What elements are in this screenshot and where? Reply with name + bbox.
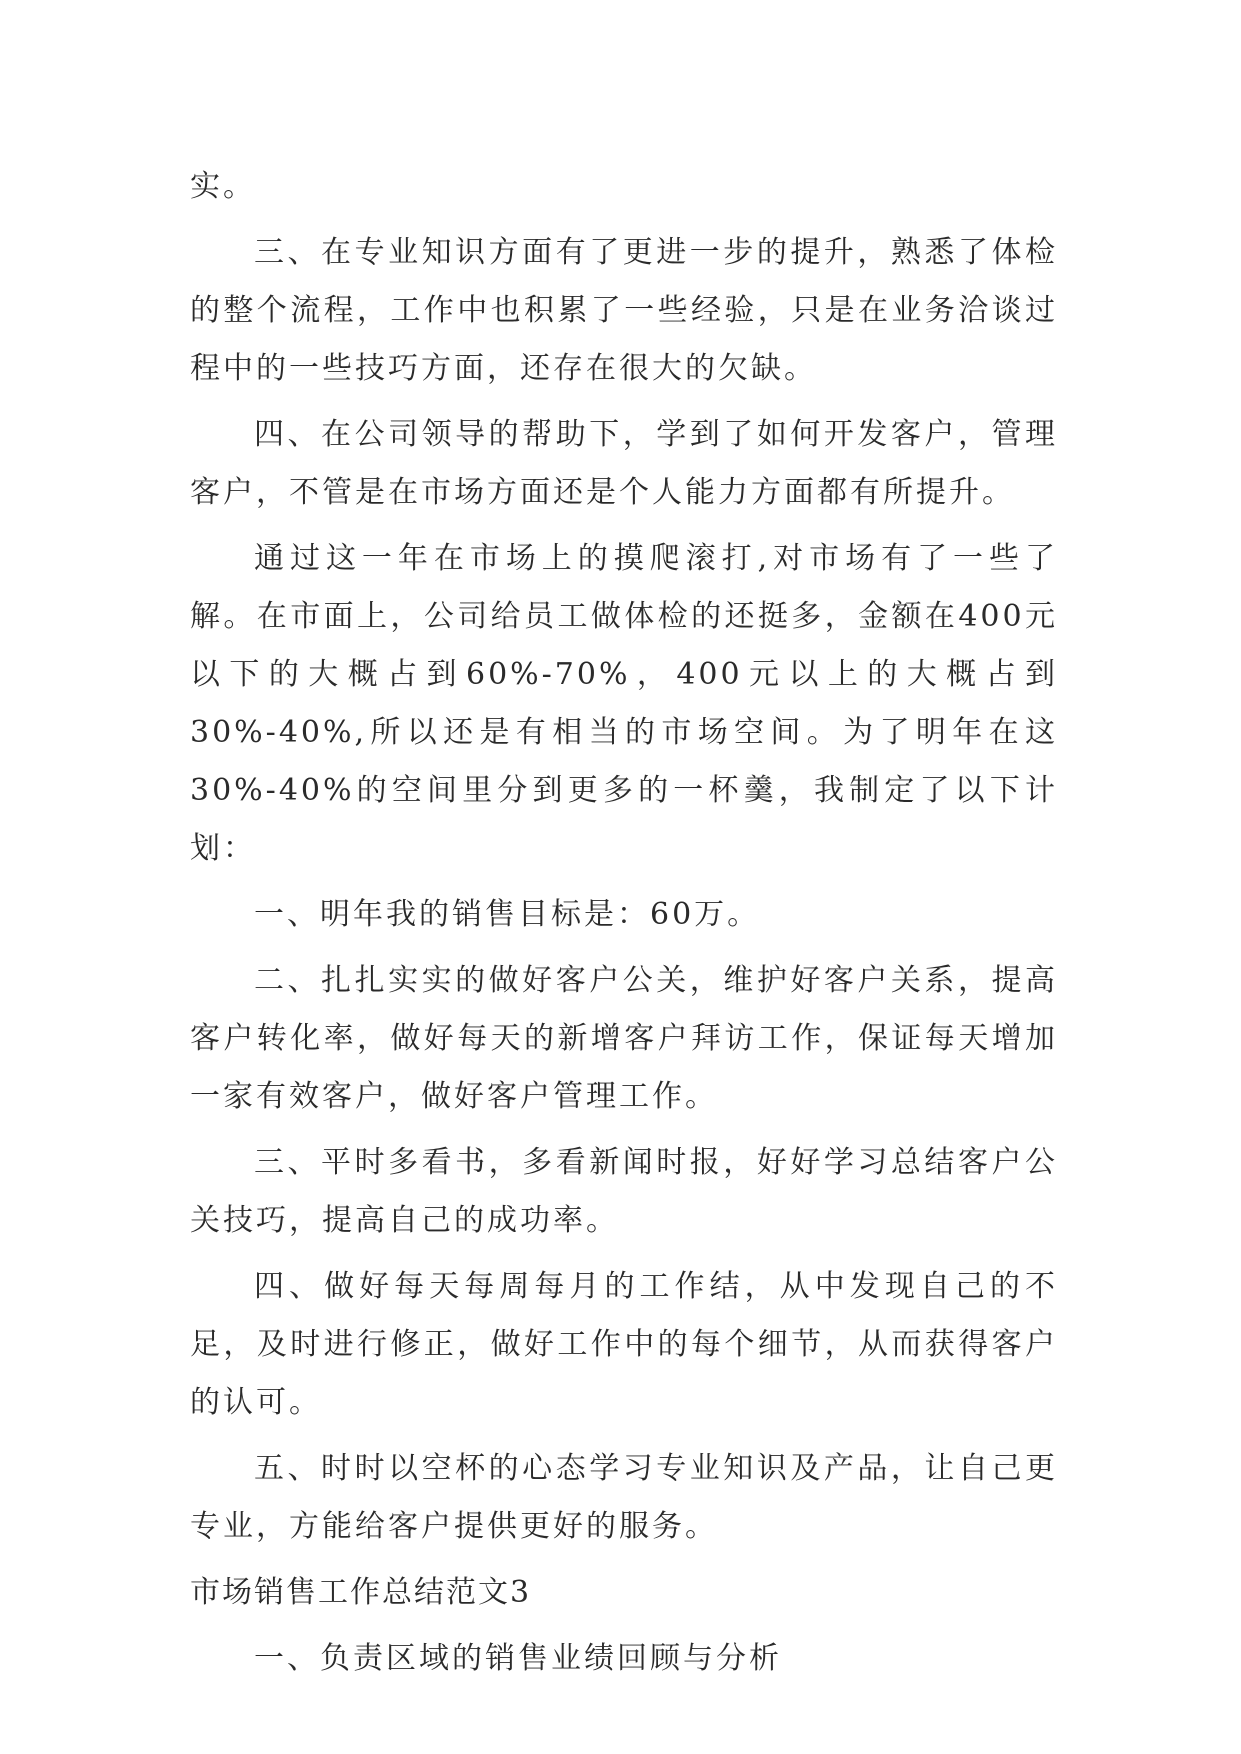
paragraph-continuation: 实。: [190, 169, 256, 204]
paragraph-market-analysis: 通过这一年在市场上的摸爬滚打,对市场有了一些了解。在市面上，公司给员工做体检的还挺多，金额在400元以下的大概占到60%-70%，400元以上的大概占到30%-40%,所以还是有相当的市场空间。为了明年在这30%-40%的空间里分到更多的一杯羹，我制定了以下计划：: [190, 541, 1058, 866]
paragraph-work-summary: 四、做好每天每周每月的工作结，从中发现自己的不足，及时进行修正，做好工作中的每个细节，从而获得客户的认可。: [190, 1269, 1058, 1420]
paragraph-study-plan: 三、平时多看书，多看新闻时报，好好学习总结客户公关技巧，提高自己的成功率。: [190, 1145, 1058, 1238]
paragraph-professional-knowledge: 三、在专业知识方面有了更进一步的提升，熟悉了体检的整个流程，工作中也积累了一些经验，只是在业务洽谈过程中的一些技巧方面，还存在很大的欠缺。: [190, 235, 1058, 386]
paragraph-sales-target: 一、明年我的销售目标是：60万。: [254, 897, 761, 932]
section-heading: 市场销售工作总结范文3: [190, 1575, 532, 1610]
document-body: [190, 158, 1058, 1696]
paragraph-customer-relations: 二、扎扎实实的做好客户公关，维护好客户关系，提高客户转化率，做好每天的新增客户拜访工作，保证每天增加一家有效客户，做好客户管理工作。: [190, 963, 1058, 1114]
paragraph-leadership-help: 四、在公司领导的帮助下，学到了如何开发客户，管理客户，不管是在市场方面还是个人能力方面都有所提升。: [190, 417, 1058, 510]
paragraph-empty-cup: 五、时时以空杯的心态学习专业知识及产品，让自己更专业，方能给客户提供更好的服务。: [190, 1451, 1058, 1544]
paragraph-region-review: 一、负责区域的销售业绩回顾与分析: [254, 1641, 782, 1676]
